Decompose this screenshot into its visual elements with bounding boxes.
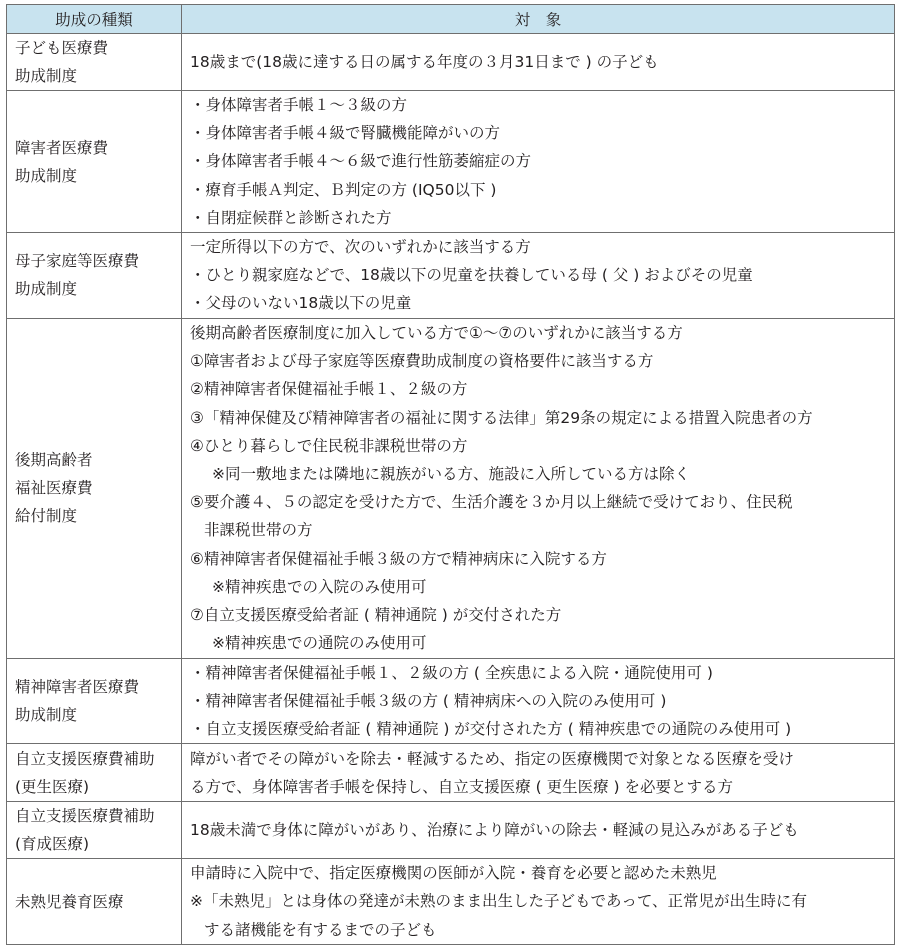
subsidy-type-cell [7, 233, 182, 319]
subsidy-type-label: 福祉医療費 [15, 479, 93, 498]
subsidy-type-cell [7, 802, 182, 859]
eligibility-line: ※精神疾患での入院のみ使用可 [212, 577, 427, 596]
eligibility-cell [182, 658, 895, 744]
subsidy-type-label: 精神障害者医療費 [15, 677, 140, 696]
subsidy-type-label: 後期高齢者 [15, 451, 93, 470]
subsidy-type-label: 助成制度 [15, 280, 78, 299]
eligibility-line: ④ひとり暮らしで住民税非課税世帯の方 [190, 436, 468, 455]
eligibility-line: 一定所得以下の方で、次のいずれかに該当する方 [190, 238, 531, 257]
eligibility-cell [182, 91, 895, 233]
eligibility-cell [182, 34, 895, 91]
eligibility-line: ・身体障害者手帳４級で腎臓機能障がいの方 [190, 124, 501, 143]
subsidy-type-label: 自立支援医療費補助 [15, 749, 155, 768]
subsidy-type-label: (更生医療) [15, 777, 90, 796]
subsidy-type-label: 未熟児養育医療 [15, 892, 124, 911]
subsidy-type-label: 助成制度 [15, 166, 78, 185]
table-container [6, 4, 894, 945]
header-type: 助成の種類 [7, 5, 182, 34]
subsidy-type-label: 自立支援医療費補助 [15, 807, 155, 826]
eligibility-line: 18歳まで(18歳に達する日の属する年度の３月31日まで ) の子ども [190, 52, 659, 71]
table-row [7, 233, 895, 319]
subsidy-type-cell [7, 658, 182, 744]
eligibility-cell [182, 744, 895, 802]
subsidy-type-label: 母子家庭等医療費 [15, 252, 140, 271]
subsidy-type-label: 障害者医療費 [15, 138, 109, 157]
subsidy-type-label: 助成制度 [15, 67, 78, 85]
eligibility-line: ⑦自立支援医療受給者証 ( 精神通院 ) が交付された方 [190, 605, 562, 624]
header-target: 対 象 [182, 5, 895, 34]
eligibility-line: ③「精神保健及び精神障害者の福祉に関する法律」第29条の規定による措置入院患者の方 [190, 408, 813, 427]
eligibility-line: ・自閉症候群と診断された方 [190, 208, 392, 227]
eligibility-line: ・精神障害者保健福祉手帳３級の方 ( 精神病床への入院のみ使用可 ) [190, 691, 667, 710]
table-row [7, 658, 895, 744]
eligibility-line: ・自立支援医療受給者証 ( 精神通院 ) が交付された方 ( 精神疾患での通院のみ使用可 ) [190, 720, 792, 739]
eligibility-line: ・療育手帳Ａ判定、Ｂ判定の方 (IQ50以下 ) [190, 180, 497, 199]
eligibility-line: ・ひとり親家庭などで、18歳以下の児童を扶養している母 ( 父 ) およびその児童 [190, 266, 753, 285]
eligibility-line: ・身体障害者手帳４～６級で進行性筋萎縮症の方 [190, 152, 532, 171]
table-row [7, 34, 895, 91]
table-row [7, 744, 895, 802]
eligibility-line: 申請時に入院中で、指定医療機関の医師が入院・養育を必要と認めた未熟児 [190, 864, 717, 883]
eligibility-cell [182, 233, 895, 319]
subsidy-type-cell [7, 91, 182, 233]
subsidy-type-cell [7, 744, 182, 802]
eligibility-line: 非課税世帯の方 [204, 521, 313, 540]
subsidy-type-label: 子ども医療費 [15, 39, 109, 57]
eligibility-line: ⑥精神障害者保健福祉手帳３級の方で精神病床に入院する方 [190, 549, 607, 568]
subsidy-type-label: (育成医療) [15, 835, 90, 854]
subsidy-type-label: 助成制度 [15, 705, 78, 724]
eligibility-line: ②精神障害者保健福祉手帳１、２級の方 [190, 380, 468, 399]
eligibility-line: る方で、身体障害者手帳を保持し、自立支援医療 ( 更生医療 ) を必要とする方 [190, 777, 733, 796]
eligibility-line: 18歳未満で身体に障がいがあり、治療により障がいの除去・軽減の見込みがある子ども [190, 821, 799, 840]
eligibility-line: ⑤要介護４、５の認定を受けた方で、生活介護を３か月以上継続で受けており、住民税 [190, 493, 793, 512]
eligibility-line: ※精神疾患での通院のみ使用可 [212, 634, 427, 653]
eligibility-line: ※「未熟児」とは身体の発達が未熟のまま出生した子どもであって、正常児が出生時に有 [190, 892, 808, 911]
eligibility-line: ・精神障害者保健福祉手帳１、２級の方 ( 全疾患による入院・通院使用可 ) [190, 663, 713, 682]
table-row [7, 91, 895, 233]
subsidy-table [6, 4, 895, 945]
table-row [7, 318, 895, 658]
eligibility-cell [182, 859, 895, 945]
eligibility-line: ・身体障害者手帳１～３級の方 [190, 96, 408, 114]
subsidy-type-label: 給付制度 [15, 507, 78, 526]
table-body [7, 34, 895, 945]
subsidy-type-cell [7, 34, 182, 91]
eligibility-line: ※同一敷地または隣地に親族がいる方、施設に入所している方は除く [212, 464, 690, 483]
eligibility-line: ・父母のいない18歳以下の児童 [190, 294, 412, 313]
eligibility-line: する諸機能を有するまでの子ども [204, 920, 437, 939]
eligibility-cell [182, 318, 895, 658]
subsidy-type-cell [7, 859, 182, 945]
eligibility-line: 後期高齢者医療制度に加入している方で①～⑦のいずれかに該当する方 [190, 323, 683, 342]
table-row [7, 859, 895, 945]
table-row [7, 802, 895, 859]
eligibility-line: 障がい者でその障がいを除去・軽減するため、指定の医療機関で対象となる医療を受け [190, 749, 794, 768]
table-header-row [7, 5, 895, 34]
eligibility-line: ①障害者および母子家庭等医療費助成制度の資格要件に該当する方 [190, 352, 654, 371]
eligibility-cell [182, 802, 895, 859]
subsidy-type-cell [7, 318, 182, 658]
